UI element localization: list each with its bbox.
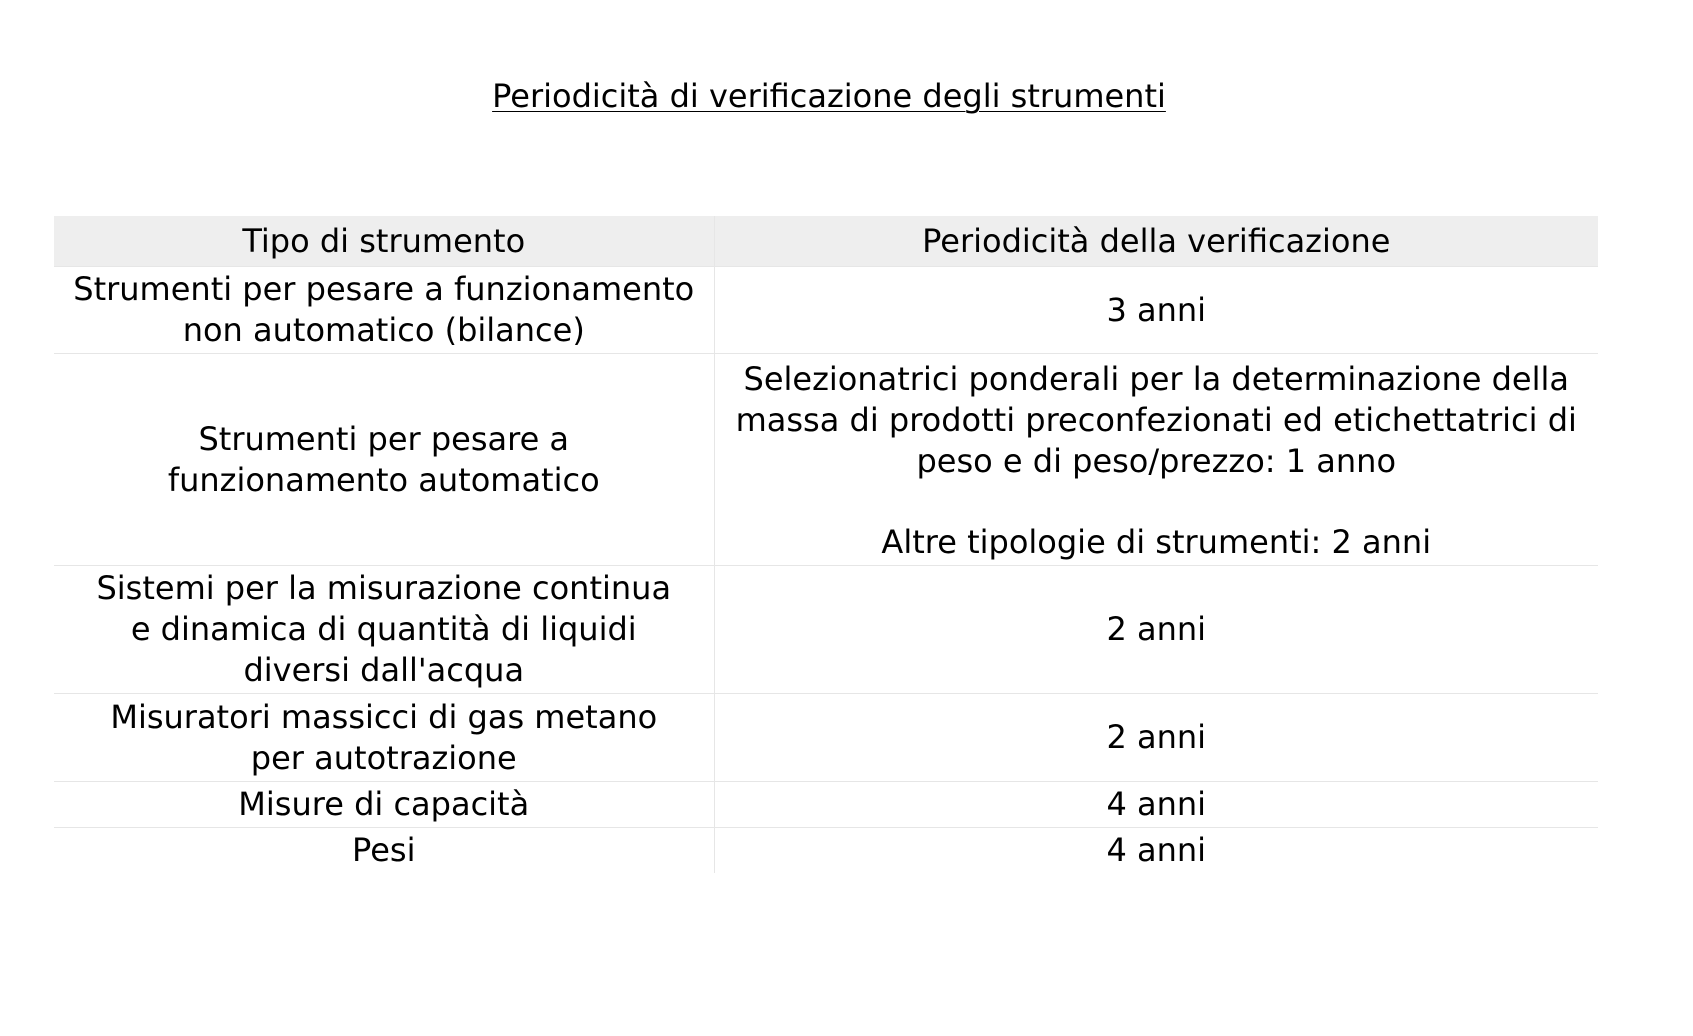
paragraph-gap bbox=[721, 482, 1593, 522]
table-row bbox=[54, 354, 1598, 566]
cell-periodicita: 4 anni bbox=[714, 782, 1598, 828]
page-title: Periodicità di verificazione degli strumenti bbox=[492, 77, 1166, 115]
verification-schedule-table bbox=[54, 216, 1598, 873]
table-header-row bbox=[54, 216, 1598, 267]
cell-tipo: Misuratori massicci di gas metano per autotrazione bbox=[54, 694, 714, 782]
cell-tipo: Misure di capacità bbox=[54, 782, 714, 828]
table-row bbox=[54, 782, 1598, 828]
cell-tipo: Pesi bbox=[54, 828, 714, 873]
cell-tipo: Strumenti per pesare a funzionamento non automatico (bilance) bbox=[54, 267, 714, 354]
column-header-tipo: Tipo di strumento bbox=[54, 216, 714, 267]
column-header-periodicita: Periodicità della verificazione bbox=[714, 216, 1598, 267]
cell-periodicita: 3 anni bbox=[714, 267, 1598, 354]
table-row bbox=[54, 828, 1598, 873]
cell-periodicita: 2 anni bbox=[714, 694, 1598, 782]
cell-tipo: Sistemi per la misurazione continua e dinamica di quantità di liquidi diversi dall'acqua bbox=[54, 566, 714, 694]
periodicita-altre: Altre tipologie di strumenti: 2 anni bbox=[881, 523, 1432, 561]
periodicita-selezionatrici: Selezionatrici ponderali per la determinazione della massa di prodotti preconfezionati ed etichettatrici di peso e di peso/prezzo: 1 anno bbox=[735, 360, 1577, 480]
cell-periodicita bbox=[714, 354, 1598, 566]
table-row bbox=[54, 267, 1598, 354]
table-row bbox=[54, 694, 1598, 782]
cell-periodicita: 2 anni bbox=[714, 566, 1598, 694]
cell-tipo: Strumenti per pesare a funzionamento automatico bbox=[54, 354, 714, 566]
cell-periodicita: 4 anni bbox=[714, 828, 1598, 873]
table-row bbox=[54, 566, 1598, 694]
